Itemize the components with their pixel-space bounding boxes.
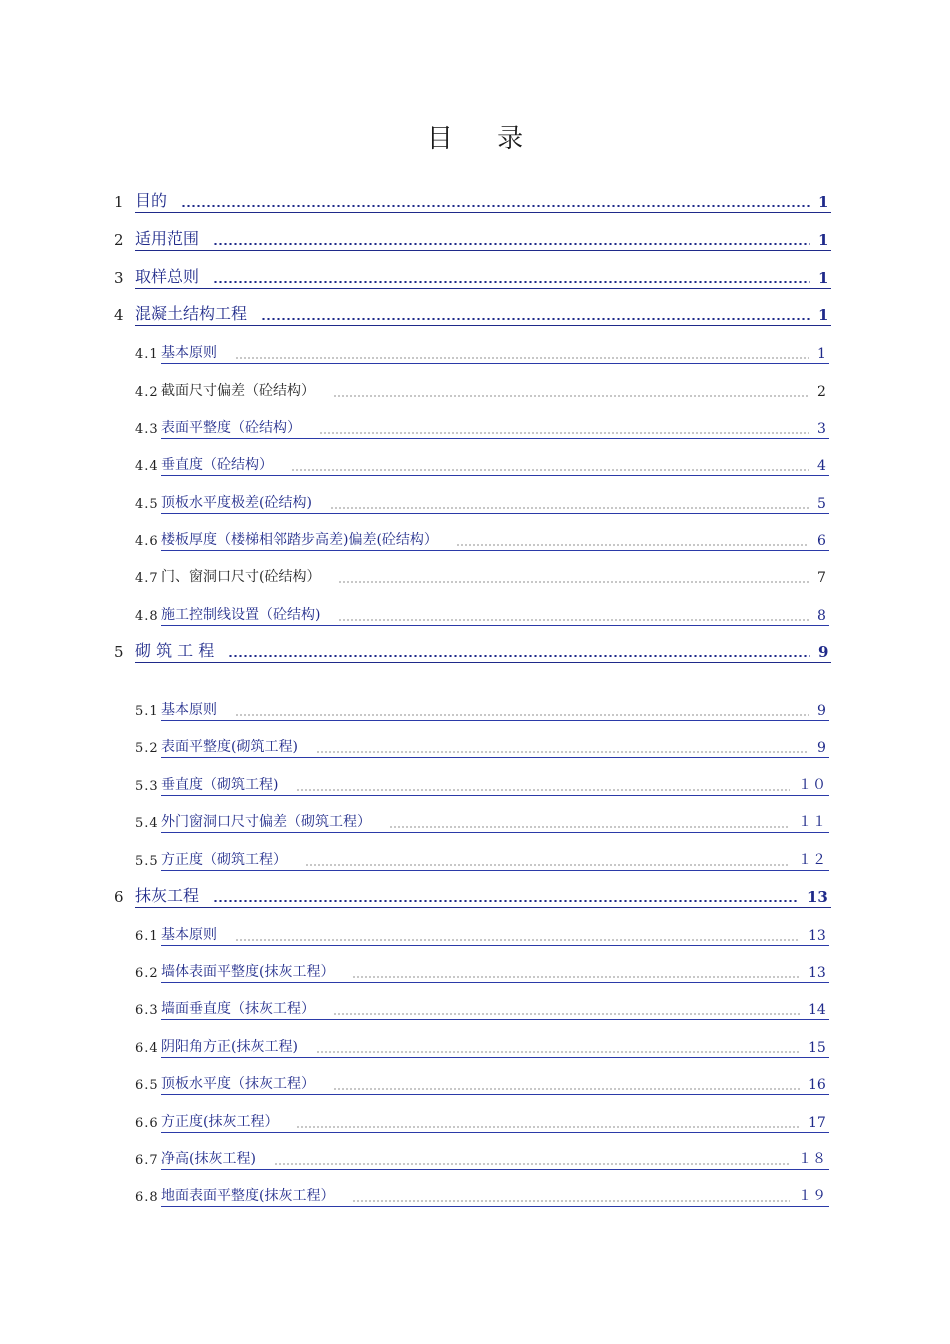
toc-link-underline bbox=[161, 832, 829, 833]
toc-entry-number: 4.1 bbox=[135, 347, 159, 362]
toc-dot-leader bbox=[274, 1163, 790, 1165]
toc-entry[interactable] bbox=[0, 923, 950, 947]
toc-dot-leader bbox=[181, 205, 810, 208]
toc-entry-page-number[interactable]: 1 bbox=[817, 346, 826, 362]
toc-entry-page-number[interactable]: 15 bbox=[808, 1040, 826, 1056]
toc-entry-number: 5.4 bbox=[135, 816, 159, 831]
toc-entry-number: 5 bbox=[114, 643, 124, 661]
toc-link-underline bbox=[161, 1132, 829, 1133]
toc-dot-leader bbox=[333, 395, 809, 397]
toc-entry-number: 4.3 bbox=[135, 422, 159, 437]
toc-link-underline bbox=[161, 438, 829, 439]
toc-entry[interactable] bbox=[0, 640, 950, 664]
toc-entry-page-number[interactable]: 6 bbox=[817, 533, 826, 549]
toc-entry-title[interactable]: 墙面垂直度（抹灰工程） bbox=[161, 1001, 315, 1017]
toc-entry-number: 6.8 bbox=[135, 1190, 159, 1205]
toc-entry-number: 4.4 bbox=[135, 459, 159, 474]
toc-dot-leader bbox=[228, 655, 810, 658]
toc-entry-page-number[interactable]: 1 bbox=[818, 269, 829, 287]
toc-link-underline bbox=[135, 250, 831, 251]
toc-entry-number: 4.7 bbox=[135, 571, 159, 586]
toc-entry[interactable] bbox=[0, 1035, 950, 1059]
toc-entry-number: 5.2 bbox=[135, 741, 159, 756]
toc-entry-title[interactable]: 混凝土结构工程 bbox=[135, 304, 248, 323]
toc-entry-number: 4.6 bbox=[135, 534, 159, 549]
toc-entry[interactable] bbox=[0, 698, 950, 722]
toc-entry[interactable] bbox=[0, 190, 950, 214]
toc-dot-leader bbox=[389, 826, 790, 828]
toc-entry-number: 5.3 bbox=[135, 779, 159, 794]
toc-entry-page-number[interactable]: 14 bbox=[808, 1002, 826, 1018]
toc-entry-page-number[interactable]: 17 bbox=[808, 1115, 826, 1131]
toc-entry bbox=[0, 379, 950, 403]
toc-link-underline bbox=[161, 720, 829, 721]
toc-entry-number: 4 bbox=[114, 306, 124, 324]
toc-dot-leader bbox=[330, 507, 809, 509]
toc-dot-leader bbox=[305, 864, 790, 866]
toc-entry[interactable] bbox=[0, 735, 950, 759]
toc-entry-page-number[interactable]: 5 bbox=[817, 496, 826, 512]
toc-link-underline bbox=[135, 662, 831, 663]
toc-link-underline bbox=[161, 550, 829, 551]
toc-link-underline bbox=[161, 513, 829, 514]
toc-entry[interactable] bbox=[0, 848, 950, 872]
toc-entry-title[interactable]: 地面表面平整度(抹灰工程） bbox=[161, 1188, 335, 1204]
toc-entry-number: 4.8 bbox=[135, 609, 159, 624]
toc-entry-title[interactable]: 顶板水平度（抹灰工程） bbox=[161, 1076, 315, 1092]
toc-entry-number: 6.6 bbox=[135, 1116, 159, 1131]
toc-entry-page-number[interactable]: 1 bbox=[818, 306, 829, 324]
toc-entry-number: 2 bbox=[114, 231, 124, 249]
toc-entry-number: 6 bbox=[114, 888, 124, 906]
toc-entry-number: 6.3 bbox=[135, 1003, 159, 1018]
toc-entry-number: 6.5 bbox=[135, 1078, 159, 1093]
toc-link-underline bbox=[135, 325, 831, 326]
toc-dot-leader bbox=[352, 1200, 790, 1202]
toc-entry-page-number[interactable]: 3 bbox=[817, 421, 826, 437]
toc-entry-title: 截面尺寸偏差（砼结构） bbox=[161, 383, 315, 399]
toc-dot-leader bbox=[235, 939, 800, 941]
toc-entry[interactable] bbox=[0, 603, 950, 627]
toc-entry-title[interactable]: 基本原则 bbox=[161, 927, 217, 943]
toc-entry-number: 6.2 bbox=[135, 966, 159, 981]
toc-entry[interactable] bbox=[0, 266, 950, 290]
toc-dot-leader bbox=[296, 1126, 800, 1128]
toc-entry-number: 1 bbox=[114, 193, 124, 211]
toc-entry bbox=[0, 565, 950, 589]
toc-link-underline bbox=[161, 757, 829, 758]
toc-dot-leader bbox=[333, 1013, 800, 1015]
toc-entry-title[interactable]: 取样总则 bbox=[135, 267, 200, 286]
toc-entry-title[interactable]: 基本原则 bbox=[161, 345, 217, 361]
toc-dot-leader bbox=[261, 318, 810, 321]
toc-dot-leader bbox=[316, 1051, 800, 1053]
toc-entry-page-number[interactable]: １１ bbox=[798, 814, 826, 830]
toc-entry-page-number[interactable]: 9 bbox=[817, 703, 826, 719]
toc-entry-title[interactable]: 顶板水平度极差(砼结构) bbox=[161, 495, 312, 511]
toc-dot-leader bbox=[333, 1088, 800, 1090]
toc-entry[interactable] bbox=[0, 810, 950, 834]
toc-entry-page-number[interactable]: １９ bbox=[798, 1188, 826, 1204]
toc-entry-title[interactable]: 楼板厚度（楼梯相邻踏步高差)偏差(砼结构） bbox=[161, 532, 438, 548]
toc-dot-leader bbox=[235, 357, 809, 359]
toc-entry-page-number[interactable]: １０ bbox=[798, 777, 826, 793]
toc-entry-number: 5.5 bbox=[135, 854, 159, 869]
toc-entry-title[interactable]: 垂直度（砼结构） bbox=[161, 457, 273, 473]
toc-link-underline bbox=[161, 1094, 829, 1095]
toc-entry-page-number[interactable]: 13 bbox=[807, 888, 828, 906]
toc-entry[interactable] bbox=[0, 528, 950, 552]
toc-entry-page-number: 2 bbox=[817, 384, 826, 400]
toc-entry-number: 3 bbox=[114, 269, 124, 287]
toc-entry-title[interactable]: 目的 bbox=[135, 191, 168, 210]
toc-link-underline bbox=[135, 907, 831, 908]
toc-entry[interactable] bbox=[0, 453, 950, 477]
toc-entry-page-number[interactable]: 16 bbox=[808, 1077, 826, 1093]
toc-link-underline bbox=[161, 1206, 829, 1207]
toc-entry-title[interactable]: 净高(抹灰工程) bbox=[161, 1151, 256, 1167]
toc-entry-title[interactable]: 基本原则 bbox=[161, 702, 217, 718]
toc-link-underline bbox=[161, 1057, 829, 1058]
toc-link-underline bbox=[161, 475, 829, 476]
toc-entry-title[interactable]: 方正度（砌筑工程） bbox=[161, 852, 287, 868]
toc-entry-title[interactable]: 阴阳角方正(抹灰工程) bbox=[161, 1039, 298, 1055]
toc-entry-title[interactable]: 垂直度（砌筑工程) bbox=[161, 777, 279, 793]
toc-entry-page-number[interactable]: 9 bbox=[817, 740, 826, 756]
toc-entry[interactable] bbox=[0, 1110, 950, 1134]
toc-entry-page-number[interactable]: 1 bbox=[818, 193, 829, 211]
toc-entry-title[interactable]: 表面平整度（砼结构） bbox=[161, 420, 301, 436]
toc-entry-title[interactable]: 砌 筑 工 程 bbox=[135, 641, 215, 660]
toc-entry-page-number[interactable]: 8 bbox=[817, 608, 826, 624]
toc-link-underline bbox=[161, 1169, 829, 1170]
toc-entry[interactable] bbox=[0, 416, 950, 440]
toc-dot-leader bbox=[352, 976, 800, 978]
toc-entry-title[interactable]: 墙体表面平整度(抹灰工程） bbox=[161, 964, 335, 980]
toc-entry[interactable] bbox=[0, 228, 950, 252]
toc-entry-page-number: 7 bbox=[817, 570, 826, 586]
toc-entry-page-number[interactable]: 4 bbox=[817, 458, 826, 474]
toc-entry-page-number[interactable]: 13 bbox=[808, 928, 826, 944]
toc-entry-number: 4.2 bbox=[135, 385, 159, 400]
toc-link-underline bbox=[135, 212, 831, 213]
toc-link-underline bbox=[161, 363, 829, 364]
toc-entry[interactable] bbox=[0, 1072, 950, 1096]
toc-dot-leader bbox=[316, 751, 809, 753]
toc-link-underline bbox=[161, 1019, 829, 1020]
toc-entry-page-number[interactable]: １２ bbox=[798, 852, 826, 868]
toc-dot-leader bbox=[235, 714, 809, 716]
toc-entry[interactable] bbox=[0, 773, 950, 797]
toc-dot-leader bbox=[456, 544, 809, 546]
toc-link-underline bbox=[161, 945, 829, 946]
toc-link-underline bbox=[161, 982, 829, 983]
page-title: 目 录 bbox=[426, 124, 542, 154]
toc-entry[interactable] bbox=[0, 341, 950, 365]
toc-dot-leader bbox=[213, 900, 799, 903]
toc-entry-number: 4.5 bbox=[135, 497, 159, 512]
toc-dot-leader bbox=[319, 432, 809, 434]
toc-link-underline bbox=[161, 625, 829, 626]
toc-entry-title[interactable]: 抹灰工程 bbox=[135, 886, 200, 905]
toc-entry[interactable] bbox=[0, 1184, 950, 1208]
toc-entry-number: 6.7 bbox=[135, 1153, 159, 1168]
toc-entry-title[interactable]: 适用范围 bbox=[135, 229, 200, 248]
toc-link-underline bbox=[161, 870, 829, 871]
toc-link-underline bbox=[161, 795, 829, 796]
toc-entry[interactable] bbox=[0, 885, 950, 909]
toc-entry-page-number[interactable]: １８ bbox=[798, 1151, 826, 1167]
toc-dot-leader bbox=[296, 789, 790, 791]
toc-entry[interactable] bbox=[0, 997, 950, 1021]
toc-entry-number: 6.1 bbox=[135, 929, 159, 944]
toc-dot-leader bbox=[338, 619, 809, 621]
toc-dot-leader bbox=[338, 581, 809, 583]
toc-entry-page-number[interactable]: 13 bbox=[808, 965, 826, 981]
toc-dot-leader bbox=[213, 281, 810, 284]
toc-entry-title: 门、窗洞口尺寸(砼结构） bbox=[161, 569, 321, 585]
toc-link-underline bbox=[135, 288, 831, 289]
toc-entry-page-number[interactable]: 9 bbox=[818, 643, 829, 661]
toc-entry-title[interactable]: 方正度(抹灰工程） bbox=[161, 1114, 279, 1130]
toc-dot-leader bbox=[213, 243, 810, 246]
toc-entry-page-number[interactable]: 1 bbox=[818, 231, 829, 249]
toc-entry-title[interactable]: 表面平整度(砌筑工程) bbox=[161, 739, 298, 755]
toc-entry[interactable] bbox=[0, 303, 950, 327]
toc-entry-number: 6.4 bbox=[135, 1041, 159, 1056]
toc-entry-number: 5.1 bbox=[135, 704, 159, 719]
toc-entry-title[interactable]: 施工控制线设置（砼结构) bbox=[161, 607, 321, 623]
toc-entry[interactable] bbox=[0, 960, 950, 984]
toc-entry[interactable] bbox=[0, 1147, 950, 1171]
toc-entry[interactable] bbox=[0, 491, 950, 515]
toc-entry-title[interactable]: 外门窗洞口尺寸偏差（砌筑工程） bbox=[161, 814, 371, 830]
toc-dot-leader bbox=[291, 469, 809, 471]
